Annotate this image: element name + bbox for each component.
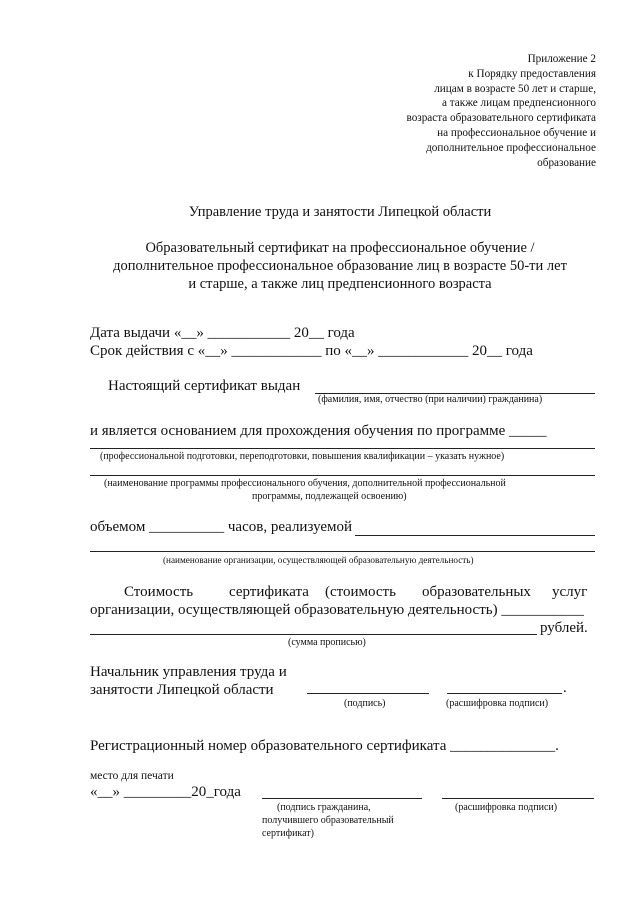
program-name-hint: (наименование программы профессионального обучения, дополнительной профессиональной	[104, 478, 506, 489]
appendix-line: возраста образовательного сертификата	[406, 112, 596, 125]
cost-word: услуг	[552, 584, 588, 600]
registration-number: Регистрационный номер образовательного сертификата ______________.	[90, 738, 559, 754]
organization-line-2	[90, 551, 595, 552]
rubles-label: рублей.	[540, 620, 588, 636]
head-title-line: Начальник управления труда и	[90, 664, 287, 680]
appendix-line: а также лицам предпенсионного	[442, 97, 596, 110]
citizen-signature-hint: сертификат)	[262, 828, 315, 839]
cost-word: (стоимость	[325, 584, 396, 600]
amount-hint: (сумма прописью)	[288, 637, 366, 648]
appendix-note	[296, 52, 596, 170]
signature-hint: (подпись)	[344, 698, 386, 709]
citizen-signature-line	[262, 798, 422, 799]
organization-title: Управление труда и занятости Липецкой области	[188, 204, 492, 220]
program-type-line	[90, 448, 595, 449]
period-mark: .	[563, 680, 567, 696]
citizen-decode-hint: (расшифровка подписи)	[455, 802, 558, 813]
citizen-signature-hint: получившего образовательный	[262, 815, 394, 826]
validity-period: Срок действия с «__» ____________ по «__» ____________ 20__ года	[90, 343, 533, 359]
program-type-hint: (профессиональной подготовки, переподготовки, повышения квалификации – указать нужное)	[100, 451, 505, 462]
head-decode-line	[447, 693, 562, 694]
organization-hint: (наименование организации, осуществляющей образовательную деятельность)	[163, 555, 474, 565]
cost-line-2: организации, осуществляющей образовательную деятельность) ___________	[90, 602, 584, 618]
amount-line	[90, 634, 537, 635]
appendix-line: дополнительное профессиональное	[426, 141, 596, 154]
volume-text: объемом __________ часов, реализуемой	[90, 519, 353, 535]
cost-word: Стоимость	[124, 584, 194, 600]
recipient-name-hint: (фамилия, имя, отчество (при наличии) гражданина)	[318, 394, 543, 405]
issued-to-label: Настоящий сертификат выдан	[108, 378, 301, 394]
cost-word: сертификата	[229, 584, 309, 600]
head-title-line: занятости Липецкой области	[90, 682, 274, 698]
appendix-line: Приложение 2	[527, 53, 596, 65]
program-name-line	[90, 475, 595, 476]
cost-word: образовательных	[422, 584, 531, 600]
appendix-line: образование	[537, 156, 596, 169]
appendix-line: лицам в возрасте 50 лет и старше,	[434, 82, 596, 95]
organization-line	[355, 535, 595, 536]
program-name-hint: программы, подлежащей освоению)	[252, 491, 407, 502]
appendix-line: на профессиональное обучение и	[437, 126, 596, 139]
stamp-place: место для печати	[90, 770, 174, 782]
head-signature-line	[307, 693, 429, 694]
citizen-decode-line	[442, 798, 594, 799]
certificate-title-line: Образовательный сертификат на профессиональное обучение /	[145, 240, 535, 256]
certificate-title-line: и старше, а также лиц предпенсионного возраста	[188, 276, 492, 292]
date-line: «__» _________20_года	[90, 784, 241, 800]
decode-hint: (расшифровка подписи)	[446, 698, 549, 709]
appendix-line: к Порядку предоставления	[468, 67, 596, 80]
certificate-title-line: дополнительное профессиональное образование лиц в возрасте 50-ти лет	[113, 258, 567, 274]
basis-text: и является основанием для прохождения обучения по программе _____	[90, 423, 547, 439]
citizen-signature-hint: (подпись гражданина,	[277, 802, 371, 813]
issue-date: Дата выдачи «__» ___________ 20__ года	[90, 325, 355, 341]
